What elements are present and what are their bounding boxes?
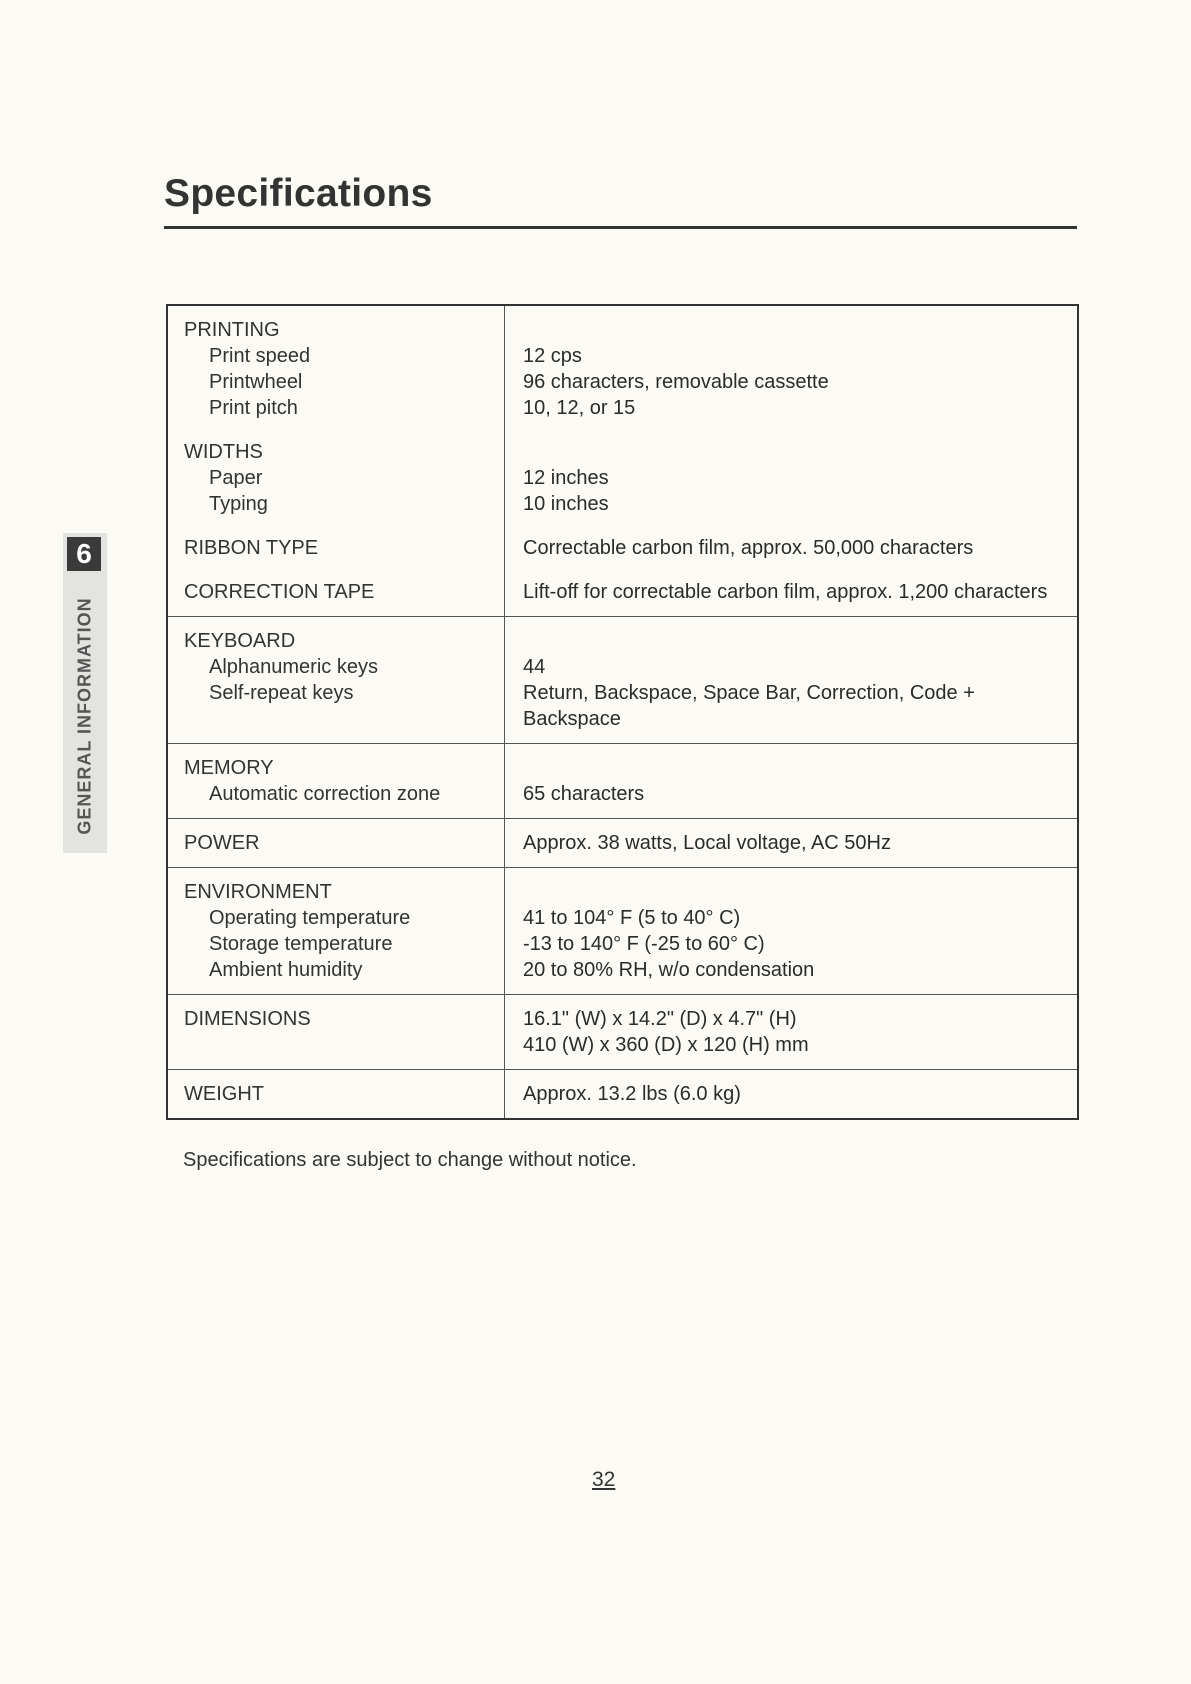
spec-group-values: [523, 830, 1061, 856]
spec-group-heading: POWER: [184, 832, 260, 854]
table-row: [167, 995, 1078, 1070]
spec-label-spacer: [184, 706, 488, 732]
spec-item-value: 20 to 80% RH, w/o condensation: [523, 959, 815, 981]
spec-value-cell: [505, 305, 1079, 617]
chapter-number-badge: 6: [67, 537, 101, 571]
spec-item-label: Alphanumeric keys: [209, 656, 378, 678]
spec-group-heading: DIMENSIONS: [184, 1008, 311, 1030]
spec-item-value: 96 characters, removable cassette: [523, 371, 829, 393]
spec-value-cell: [505, 995, 1079, 1070]
spec-value-cell: [505, 819, 1079, 868]
page-title: Specifications: [164, 172, 433, 215]
spec-item-label: Self-repeat keys: [209, 682, 354, 704]
spec-group-heading: ENVIRONMENT: [184, 881, 332, 903]
spec-group: [184, 1081, 488, 1107]
chapter-label: GENERAL INFORMATION: [74, 597, 95, 835]
spec-value: Lift-off for correctable carbon film, approx. 1,200 characters: [523, 581, 1048, 603]
spec-group: [184, 439, 488, 517]
table-row: [167, 744, 1078, 819]
spec-label-cell: [167, 1070, 505, 1120]
spec-item-value: 12 inches: [523, 467, 609, 489]
spec-group-values: [523, 628, 1061, 732]
spec-group-values: [523, 755, 1061, 807]
spec-group-values: [523, 879, 1061, 983]
spec-item-value: -13 to 140° F (-25 to 60° C): [523, 933, 765, 955]
spec-heading-spacer: [523, 439, 1061, 465]
spec-heading-spacer: [523, 317, 1061, 343]
spec-group-heading: WEIGHT: [184, 1083, 264, 1105]
spec-value: Approx. 38 watts, Local voltage, AC 50Hz: [523, 832, 891, 854]
spec-label-cell: [167, 995, 505, 1070]
spec-item-value: 65 characters: [523, 783, 645, 805]
spec-item-value: 41 to 104° F (5 to 40° C): [523, 907, 741, 929]
spec-item-label: Operating temperature: [209, 907, 411, 929]
spec-group: [184, 628, 488, 732]
spec-label-cell: [167, 617, 505, 744]
spec-group-values: [523, 1081, 1061, 1107]
spec-heading-spacer: [523, 628, 1061, 654]
spec-group: [184, 755, 488, 807]
spec-group-heading: RIBBON TYPE: [184, 537, 319, 559]
spec-item-value: 12 cps: [523, 345, 582, 367]
spec-label-cell: [167, 819, 505, 868]
spec-heading-spacer: [523, 755, 1061, 781]
spec-group-values: [523, 535, 1061, 561]
spec-group-values: [523, 317, 1061, 421]
spec-group-heading: CORRECTION TAPE: [184, 581, 375, 603]
page-number: 32: [592, 1468, 616, 1491]
table-row: [167, 1070, 1078, 1120]
spec-item-label: Storage temperature: [209, 933, 393, 955]
spec-group-values: [523, 439, 1061, 517]
spec-group: [184, 317, 488, 421]
spec-label-cell: [167, 744, 505, 819]
spec-value-cell: [505, 617, 1079, 744]
spec-group: [184, 535, 488, 561]
spec-item-value: Return, Backspace, Space Bar, Correction, Code + Backspace: [523, 682, 975, 730]
spec-value: Approx. 13.2 lbs (6.0 kg): [523, 1083, 741, 1105]
spec-label-cell: [167, 305, 505, 617]
chapter-side-tab: [63, 533, 107, 853]
spec-value: Correctable carbon film, approx. 50,000 characters: [523, 537, 974, 559]
title-rule: [164, 226, 1077, 229]
spec-group-heading: PRINTING: [184, 319, 280, 341]
spec-group-heading: MEMORY: [184, 757, 274, 779]
specifications-table-body: [167, 305, 1078, 1119]
spec-label-cell: [167, 868, 505, 995]
spec-group: [184, 879, 488, 983]
spec-value-cell: [505, 744, 1079, 819]
spec-item-label: Paper: [209, 467, 263, 489]
specifications-table: [166, 304, 1079, 1120]
spec-group: [184, 579, 488, 605]
spec-item-label: Ambient humidity: [209, 959, 363, 981]
spec-group-values: [523, 1006, 1061, 1058]
spec-value-cell: [505, 868, 1079, 995]
spec-item-label: Printwheel: [209, 371, 303, 393]
spec-group: [184, 1006, 488, 1032]
table-row: [167, 868, 1078, 995]
spec-item-value: 10 inches: [523, 493, 609, 515]
spec-item-label: Print speed: [209, 345, 311, 367]
table-row: [167, 305, 1078, 617]
spec-heading-spacer: [523, 879, 1061, 905]
table-row: [167, 617, 1078, 744]
spec-item-label: Typing: [209, 493, 268, 515]
spec-item-label: Print pitch: [209, 397, 298, 419]
spec-group-heading: KEYBOARD: [184, 630, 296, 652]
spec-item-value: 10, 12, or 15: [523, 397, 636, 419]
spec-item-value: 44: [523, 656, 546, 678]
spec-group-heading: WIDTHS: [184, 441, 263, 463]
spec-group-values: [523, 579, 1061, 605]
spec-item-label: Automatic correction zone: [209, 783, 441, 805]
spec-group: [184, 830, 488, 856]
table-row: [167, 819, 1078, 868]
spec-value-cell: [505, 1070, 1079, 1120]
spec-value: 16.1" (W) x 14.2" (D) x 4.7" (H) 410 (W) x 360 (D) x 120 (H) mm: [523, 1008, 809, 1056]
disclaimer-note: Specifications are subject to change without notice.: [183, 1149, 637, 1171]
